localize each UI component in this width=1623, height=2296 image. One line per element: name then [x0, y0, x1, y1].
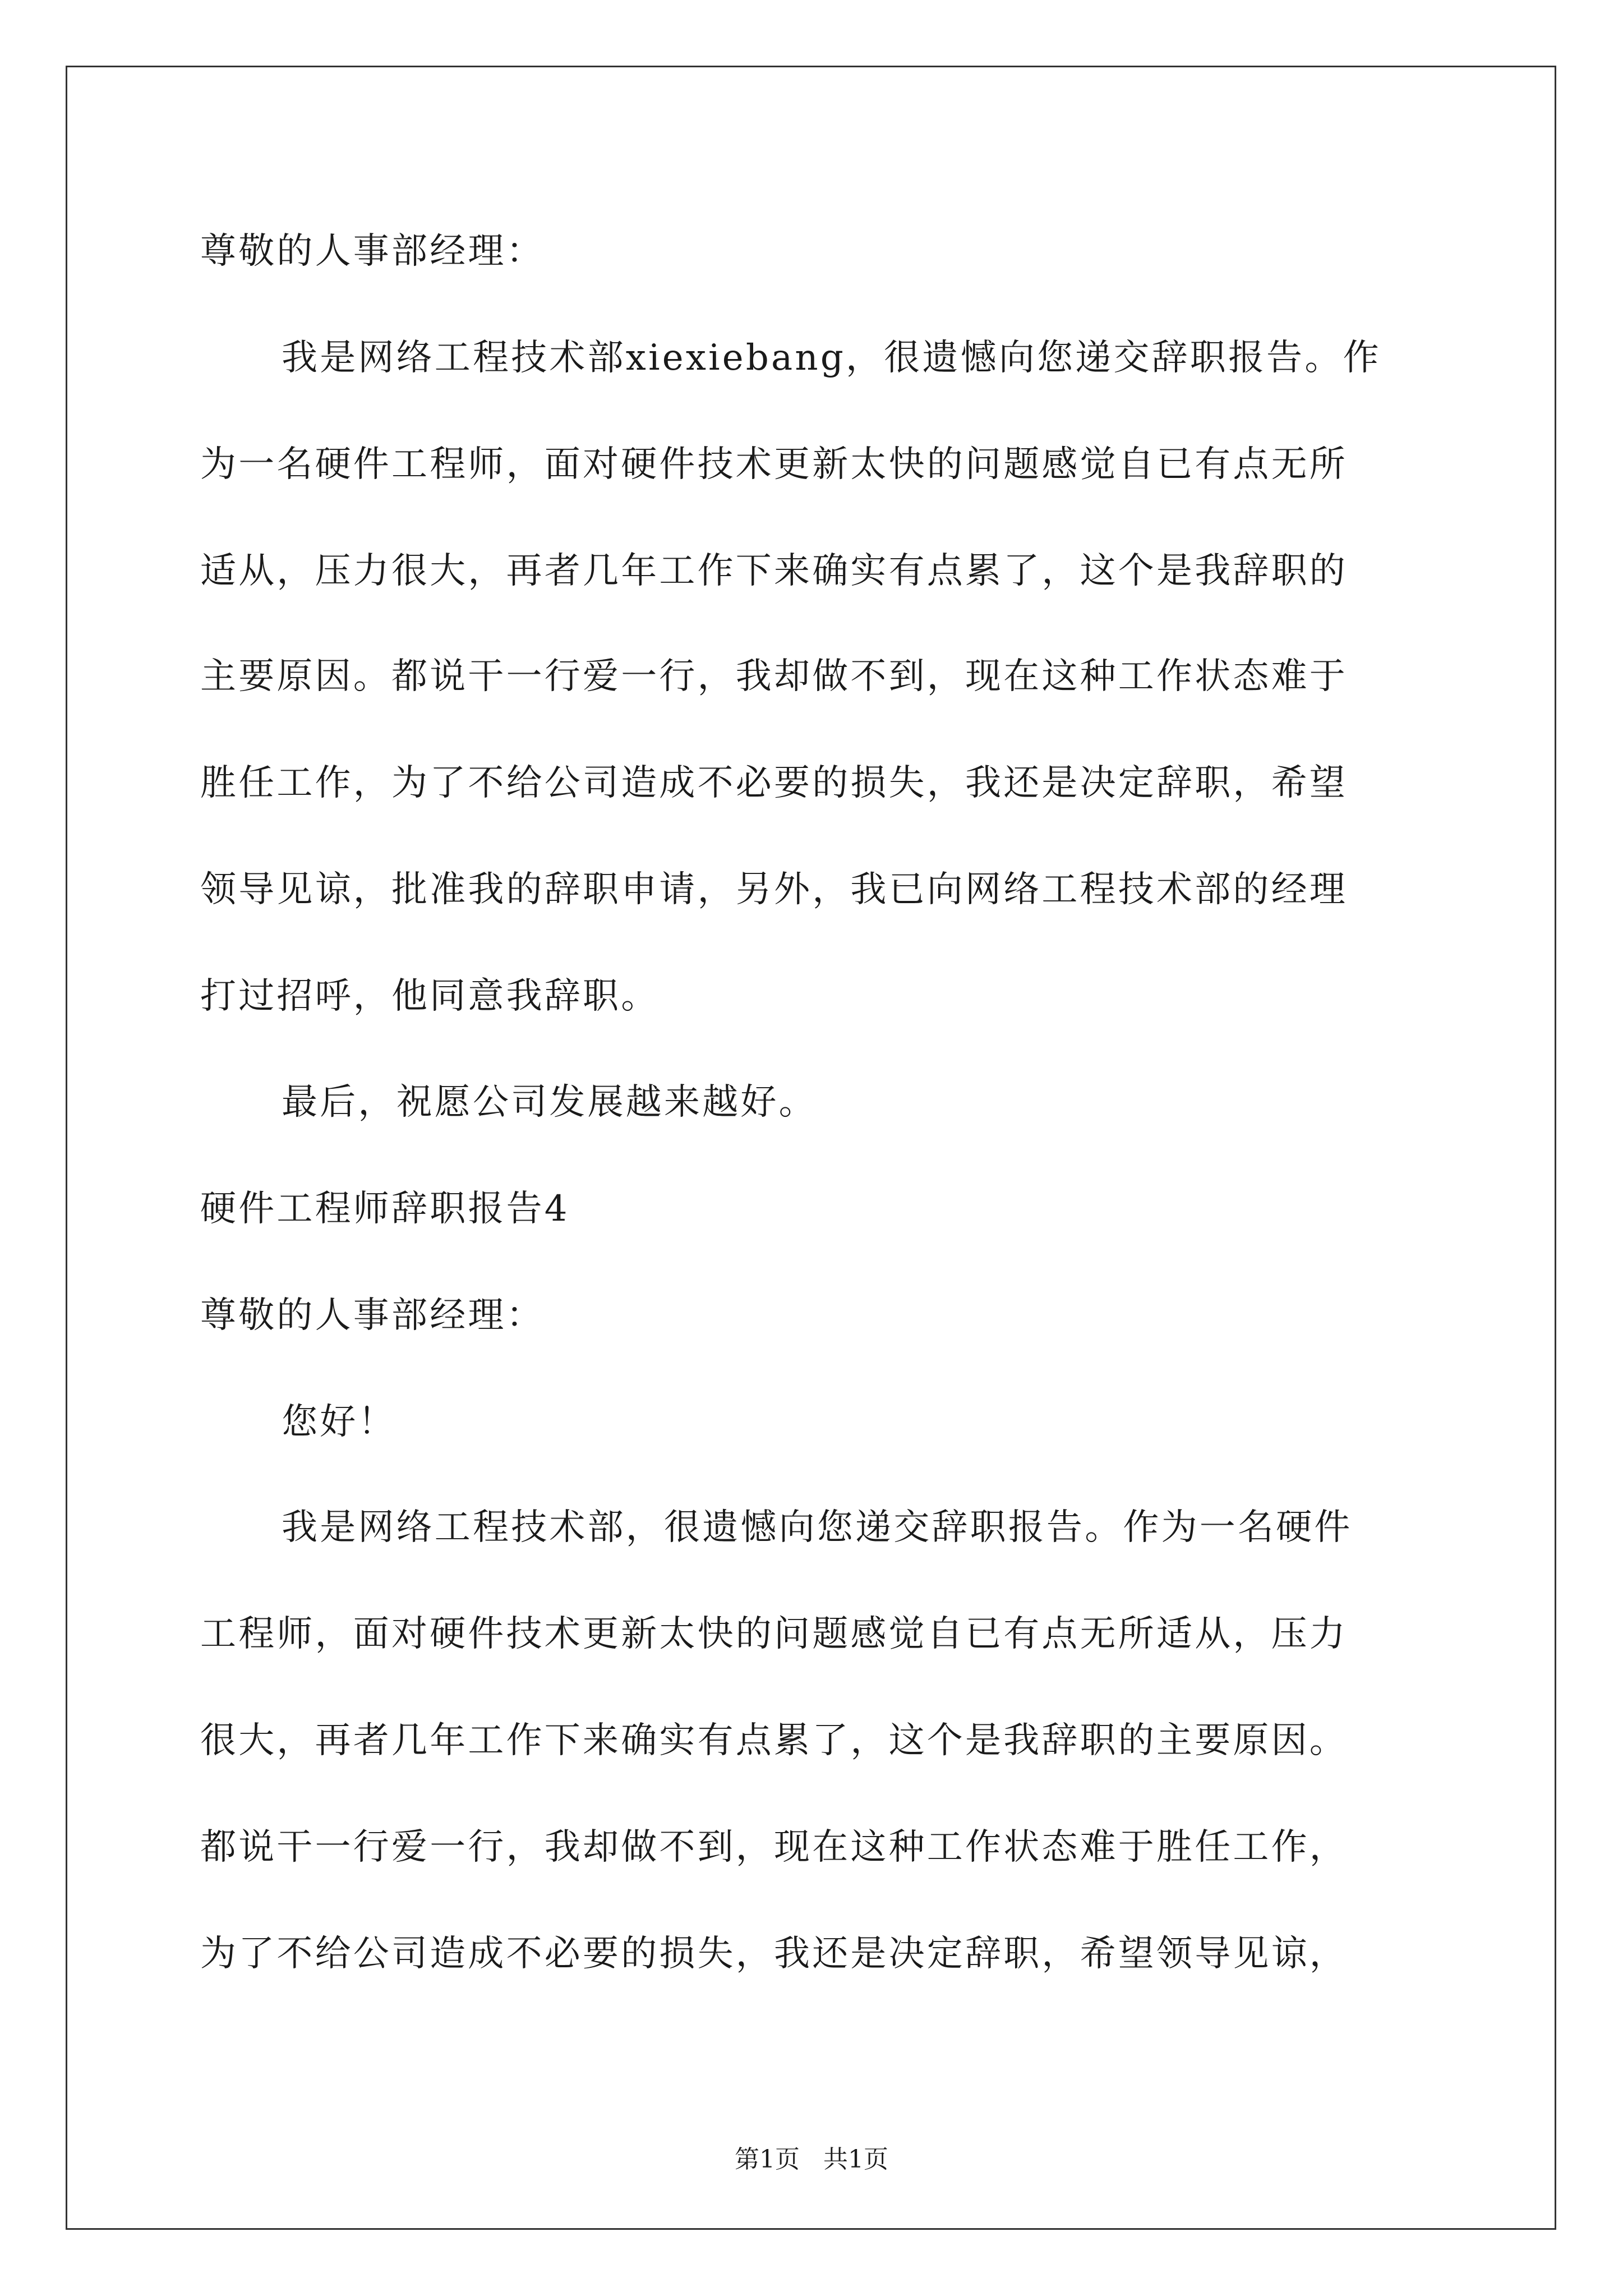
paragraph-line: 适从，压力很大，再者几年工作下来确实有点累了，这个是我辞职的	[200, 550, 1348, 592]
salutation: 尊敬的人事部经理：	[200, 1295, 545, 1336]
page-number-footer: 第1页 共1页	[735, 2145, 888, 2174]
paragraph-line: 为了不给公司造成不必要的损失，我还是决定辞职，希望领导见谅，	[200, 1933, 1348, 1975]
salutation: 尊敬的人事部经理：	[200, 231, 545, 272]
paragraph-line: 都说干一行爱一行，我却做不到，现在这种工作状态难于胜任工作，	[200, 1826, 1348, 1868]
paragraph-line: 领导见谅，批准我的辞职申请，另外，我已向网络工程技术部的经理	[200, 869, 1348, 910]
paragraph-line: 主要原因。都说干一行爱一行，我却做不到，现在这种工作状态难于	[200, 656, 1348, 697]
closing-wish: 最后，祝愿公司发展越来越好。	[282, 1082, 817, 1123]
section-heading: 硬件工程师辞职报告4	[200, 1188, 570, 1230]
paragraph-line: 工程师，面对硬件技术更新太快的问题感觉自已有点无所适从，压力	[200, 1613, 1348, 1655]
paragraph-line: 胜任工作，为了不给公司造成不必要的损失，我还是决定辞职，希望	[200, 762, 1348, 804]
paragraph-line: 打过招呼，他同意我辞职。	[200, 976, 660, 1017]
paragraph-line: 为一名硬件工程师，面对硬件技术更新太快的问题感觉自已有点无所	[200, 444, 1348, 485]
page-border	[66, 66, 1556, 2230]
paragraph-line: 很大，再者几年工作下来确实有点累了，这个是我辞职的主要原因。	[200, 1720, 1348, 1761]
greeting: 您好！	[282, 1401, 396, 1443]
paragraph-line: 我是网络工程技术部，很遗憾向您递交辞职报告。作为一名硬件	[282, 1507, 1353, 1548]
paragraph-line: 我是网络工程技术部xiexiebang，很遗憾向您递交辞职报告。作	[282, 337, 1381, 379]
